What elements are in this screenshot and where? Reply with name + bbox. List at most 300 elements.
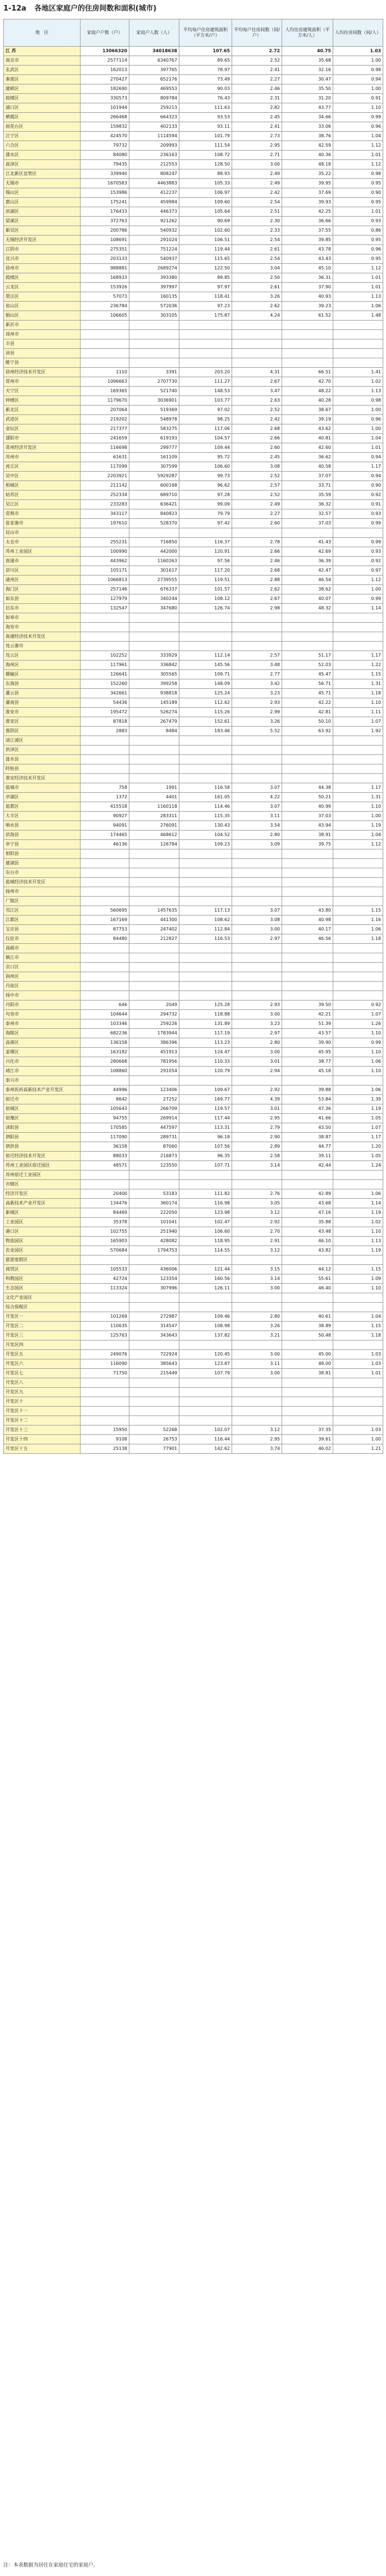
row-value: 42.59 [282,141,333,151]
row-value: 111.27 [179,377,232,387]
row-value: 122.50 [179,264,232,273]
row-value: 1.07 [333,1010,383,1019]
row-value: 43.80 [282,906,333,916]
row-value: 43.57 [282,1029,333,1038]
row-value [333,982,383,991]
table-row [4,1340,383,1350]
row-value [333,849,383,859]
row-region-name: 经济开发区 [4,1189,81,1199]
row-region-name: 滨海县 [4,831,81,840]
row-value: 3036901 [129,396,179,406]
row-value: 1991 [129,783,179,793]
row-value: 36.62 [282,453,333,462]
row-value [333,528,383,538]
row-value: 266468 [81,113,129,122]
row-value: 1.16 [333,916,383,925]
table-row [4,339,383,349]
row-value: 42.47 [282,566,333,576]
row-value: 111.63 [179,103,232,113]
table-row [4,1312,383,1322]
row-value: 2.62 [232,302,282,311]
row-value: 636421 [129,500,179,509]
row-value: 102252 [81,651,129,661]
table-row [4,651,383,661]
row-value: 619193 [129,434,179,443]
row-value: 0.86 [333,226,383,236]
row-value [282,642,333,651]
row-region-name: 泰兴市 [4,1076,81,1086]
row-value [282,1378,333,1388]
row-value: 1.03 [333,47,383,56]
row-value [333,963,383,972]
row-value: 1.12 [333,141,383,151]
row-region-name: 泰州医药高新技术产业开发区 [4,1086,81,1095]
table-row [4,887,383,897]
row-value: 2.31 [232,94,282,103]
row-value [179,1388,232,1397]
row-value [282,632,333,642]
row-value: 108860 [81,1067,129,1076]
row-value: 1457635 [129,906,179,916]
row-value: 120.91 [179,547,232,557]
row-value [232,349,282,358]
header-persons: 家庭户人数（人） [129,19,179,47]
table-row [4,1407,383,1416]
row-region-name: 洪泽区 [4,746,81,755]
row-value: 1.14 [333,604,383,613]
row-value: 43.77 [282,103,333,113]
row-value [232,1416,282,1425]
row-value: 42724 [81,1274,129,1284]
row-value: 53.84 [282,1095,333,1104]
row-value: 102.07 [179,1425,232,1435]
row-value [179,528,232,538]
row-value [81,746,129,755]
row-value: 42.89 [282,1189,333,1199]
row-region-name: 姜堰区 [4,1048,81,1057]
row-value [333,953,383,963]
row-value: 921262 [129,217,179,226]
row-region-name: 综合保税区 [4,1303,81,1312]
row-value [129,868,179,878]
row-value: 0.93 [333,217,383,226]
row-value [129,642,179,651]
table-row [4,906,383,916]
row-region-name: 贾汪区 [4,292,81,302]
row-value: 103.77 [179,396,232,406]
table-row [4,424,383,434]
row-value [81,859,129,868]
row-value: 4.24 [232,311,282,321]
table-row [4,859,383,868]
row-value: 46.54 [282,576,333,585]
row-value: 0.93 [333,509,383,519]
row-value: 3.42 [232,679,282,689]
row-value [232,878,282,887]
table-row [4,481,383,491]
row-value [232,528,282,538]
row-value [129,1416,179,1425]
row-value [232,358,282,368]
row-value: 168933 [81,273,129,283]
row-region-name: 锡山区 [4,188,81,198]
row-value: 1.13 [333,292,383,302]
row-value: 34018638 [129,47,179,56]
row-value: 441300 [129,916,179,925]
row-value: 148.09 [179,679,232,689]
row-value: 35378 [81,1218,129,1227]
row-value: 84080 [81,151,129,160]
row-value: 2.46 [232,557,282,566]
row-region-name: 宝应县 [4,925,81,934]
row-value [333,330,383,339]
row-value: 163182 [81,1048,129,1057]
row-value: 1.15 [333,1322,383,1331]
row-region-name: 句容市 [4,1010,81,1019]
row-region-name: 高港区 [4,1038,81,1048]
row-value [81,613,129,623]
row-value: 722924 [129,1350,179,1359]
row-value: 117.20 [179,566,232,576]
row-region-name: 盱眙县 [4,764,81,774]
row-value [129,632,179,642]
row-value: 2.92 [232,1086,282,1095]
row-value: 1.06 [333,1086,383,1095]
table-body [4,47,383,1454]
row-value: 119.57 [179,1104,232,1114]
row-value: 125.24 [179,689,232,698]
table-row [4,1001,383,1010]
row-value: 109.23 [179,840,232,849]
row-region-name: 泉山区 [4,302,81,311]
row-value: 112.14 [179,651,232,661]
row-region-name: 太仓市 [4,538,81,547]
row-value: 336842 [129,661,179,670]
row-value: 676337 [129,585,179,594]
row-value: 47.16 [282,1208,333,1218]
row-value [129,1388,179,1397]
row-value: 99.73 [179,472,232,481]
row-region-name: 京口区 [4,963,81,972]
table-row [4,538,383,547]
row-value [232,859,282,868]
row-region-name: 开发区十五 [4,1444,81,1454]
row-value: 1.17 [333,462,383,472]
row-value: 56.71 [282,679,333,689]
row-region-name: 扬州市 [4,887,81,897]
table-row [4,113,383,122]
table-row [4,547,383,557]
row-value: 1.09 [333,1274,383,1284]
row-value: 540937 [129,254,179,264]
table-title: 各地区家庭户的住房间数和面积(城市) [34,4,157,13]
row-value [333,1293,383,1303]
row-value: 3.07 [232,802,282,812]
row-value: 289731 [129,1133,179,1142]
row-value: 3.07 [232,783,282,793]
row-value: 148.53 [179,387,232,396]
row-region-name: 文化产业园区 [4,1293,81,1303]
row-value [81,1378,129,1388]
row-value: 291024 [129,236,179,245]
row-value: 0.99 [333,519,383,528]
row-region-name: 海门区 [4,585,81,594]
row-value [129,953,179,963]
row-value: 1.13 [333,1237,383,1246]
row-value: 40.98 [282,916,333,925]
row-value [333,321,383,330]
table-row [4,1425,383,1435]
row-value: 0.95 [333,179,383,188]
row-value: 436006 [129,1265,179,1274]
row-value: 3.12 [232,1425,282,1435]
row-value: 2.45 [232,113,282,122]
row-value: 333929 [129,651,179,661]
row-value: 0.94 [333,472,383,481]
table-row [4,1284,383,1293]
row-value: 25138 [81,1444,129,1454]
table-row [4,330,383,339]
table-row [4,1416,383,1425]
row-value: 2.52 [232,56,282,66]
row-value [333,1303,383,1312]
row-value [282,1407,333,1416]
row-value: 117.19 [179,1029,232,1038]
row-value [129,878,179,887]
row-value: 159832 [81,122,129,132]
row-value: 46.10 [282,1237,333,1246]
row-region-name: 吴中区 [4,472,81,481]
row-region-name: 栖霞区 [4,113,81,122]
row-value [232,321,282,330]
row-value: 97.23 [179,302,232,311]
row-value [232,1076,282,1086]
row-value: 385643 [129,1359,179,1369]
row-value [232,1397,282,1407]
row-value: 107.65 [179,47,232,56]
row-value [129,991,179,1001]
row-value: 2739555 [129,576,179,585]
row-value: 105533 [81,1265,129,1274]
row-value: 451913 [129,1048,179,1057]
row-value: 3.48 [232,661,282,670]
row-value: 0.94 [333,75,383,84]
row-value [179,887,232,897]
row-value [232,623,282,632]
row-value: 1066813 [81,576,129,585]
row-value [179,755,232,764]
row-value: 600168 [129,481,179,491]
row-value: 175.87 [179,311,232,321]
row-value [232,982,282,991]
row-value: 145.56 [179,661,232,670]
table-row [4,1189,383,1199]
row-value: 51.17 [282,651,333,661]
table-row [4,292,383,302]
row-value [179,1378,232,1388]
row-value: 2.70 [232,1227,282,1237]
row-value [333,774,383,783]
row-region-name: 武进区 [4,415,81,424]
table-row [4,132,383,141]
row-value: 2.50 [232,273,282,283]
table-number: 1-12a [3,4,27,13]
row-region-name: 射阳县 [4,849,81,859]
row-value: 153926 [81,283,129,292]
row-value [333,887,383,897]
row-value: 200786 [81,226,129,236]
row-value: 115.65 [179,254,232,264]
row-value: 3.14 [232,1274,282,1284]
row-value: 1160118 [129,802,179,812]
row-value: 101041 [129,1218,179,1227]
row-region-name: 新沂市 [4,321,81,330]
row-value: 203.20 [179,368,232,377]
row-value: 2.60 [232,443,282,453]
row-value: 570684 [81,1246,129,1256]
row-value: 2.97 [232,934,282,944]
row-value: 2.57 [232,481,282,491]
row-value: 2.95 [232,141,282,151]
row-value: 55.61 [282,1274,333,1284]
row-value [282,339,333,349]
row-value: 20400 [81,1189,129,1199]
row-region-name: 徐州经济技术开发区 [4,368,81,377]
row-value: 126.11 [179,1284,232,1293]
row-value: 102755 [81,1227,129,1237]
row-value [333,1180,383,1189]
row-value: 1.19 [333,821,383,831]
row-value: 137.82 [179,1331,232,1340]
row-value: 52268 [129,1425,179,1435]
row-value: 2.93 [232,698,282,708]
row-value: 4.22 [232,793,282,802]
row-value: 176433 [81,207,129,217]
row-value: 330573 [81,94,129,103]
row-value: 125763 [81,1331,129,1340]
table-row [4,368,383,377]
row-value: 1160263 [129,557,179,566]
row-value: 459984 [129,198,179,207]
row-value: 42.25 [282,207,333,217]
row-value: 90.69 [179,217,232,226]
row-value [232,849,282,859]
row-value: 1110 [81,368,129,377]
row-value: 412237 [129,188,179,198]
row-value: 39.50 [282,1001,333,1010]
table-row [4,434,383,443]
row-value [282,528,333,538]
row-value: 1.11 [333,708,383,717]
row-value: 217377 [81,424,129,434]
table-row [4,1274,383,1284]
row-value [81,764,129,774]
row-region-name: 建邺区 [4,84,81,94]
row-value: 183.46 [179,727,232,736]
row-value: 97.56 [179,557,232,566]
row-value [129,1171,179,1180]
row-value: 197610 [81,519,129,528]
row-value: 3.08 [232,916,282,925]
row-value: 664323 [129,113,179,122]
row-value: 1.15 [333,906,383,916]
header-rooms-per-household: 平均每户住房间数（间/户） [232,19,282,47]
row-value: 31.20 [282,94,333,103]
row-value: 39.93 [282,198,333,207]
row-value [232,613,282,623]
row-value: 43.82 [282,1246,333,1256]
row-value [232,1180,282,1189]
row-value [282,1293,333,1303]
row-region-name: 清江浦区 [4,736,81,746]
row-value [282,330,333,339]
row-value [333,859,383,868]
row-value: 1.01 [333,207,383,217]
row-value: 3.47 [232,387,282,396]
row-region-name: 江 苏 [4,47,81,56]
row-value: 170585 [81,1123,129,1133]
row-value: 52.03 [282,661,333,670]
row-value [81,953,129,963]
row-value: 1.06 [333,1189,383,1199]
row-value: 36158 [81,1142,129,1152]
row-value: 0.92 [333,1001,383,1010]
row-value: 259226 [129,1019,179,1029]
table-row [4,1237,383,1246]
row-region-name: 亭湖区 [4,793,81,802]
row-value [81,1388,129,1397]
row-value: 109.46 [179,1312,232,1322]
table-row [4,1010,383,1019]
row-value: 76.43 [179,94,232,103]
row-value: 2.54 [232,236,282,245]
row-value: 145189 [129,698,179,708]
row-value [81,349,129,358]
row-value: 132547 [81,604,129,613]
row-value: 3.07 [232,906,282,916]
row-value [282,623,333,632]
row-value: 73.49 [179,75,232,84]
row-value: 43.62 [282,424,333,434]
row-value [129,755,179,764]
row-value: 42.22 [282,698,333,708]
row-value: 108691 [81,236,129,245]
table-row [4,953,383,963]
table-row [4,1322,383,1331]
row-value [179,642,232,651]
table-row [4,944,383,953]
row-value [333,642,383,651]
row-value: 37.03 [282,519,333,528]
row-value: 142.62 [179,1444,232,1454]
row-value: 37.07 [282,472,333,481]
row-value: 48.00 [282,1359,333,1369]
table-row [4,632,383,642]
row-region-name: 昆山市 [4,528,81,538]
table-row [4,1095,383,1104]
row-value: 360174 [129,1199,179,1208]
row-value: 2.33 [232,226,282,236]
table-row [4,1369,383,1378]
row-value: 2.90 [232,1133,282,1142]
row-value [282,1076,333,1086]
row-value: 169365 [81,387,129,396]
row-value [81,1397,129,1407]
row-value: 42.44 [282,1161,333,1171]
row-value: 44996 [81,1086,129,1095]
row-value: 94091 [81,821,129,831]
table-row [4,934,383,944]
